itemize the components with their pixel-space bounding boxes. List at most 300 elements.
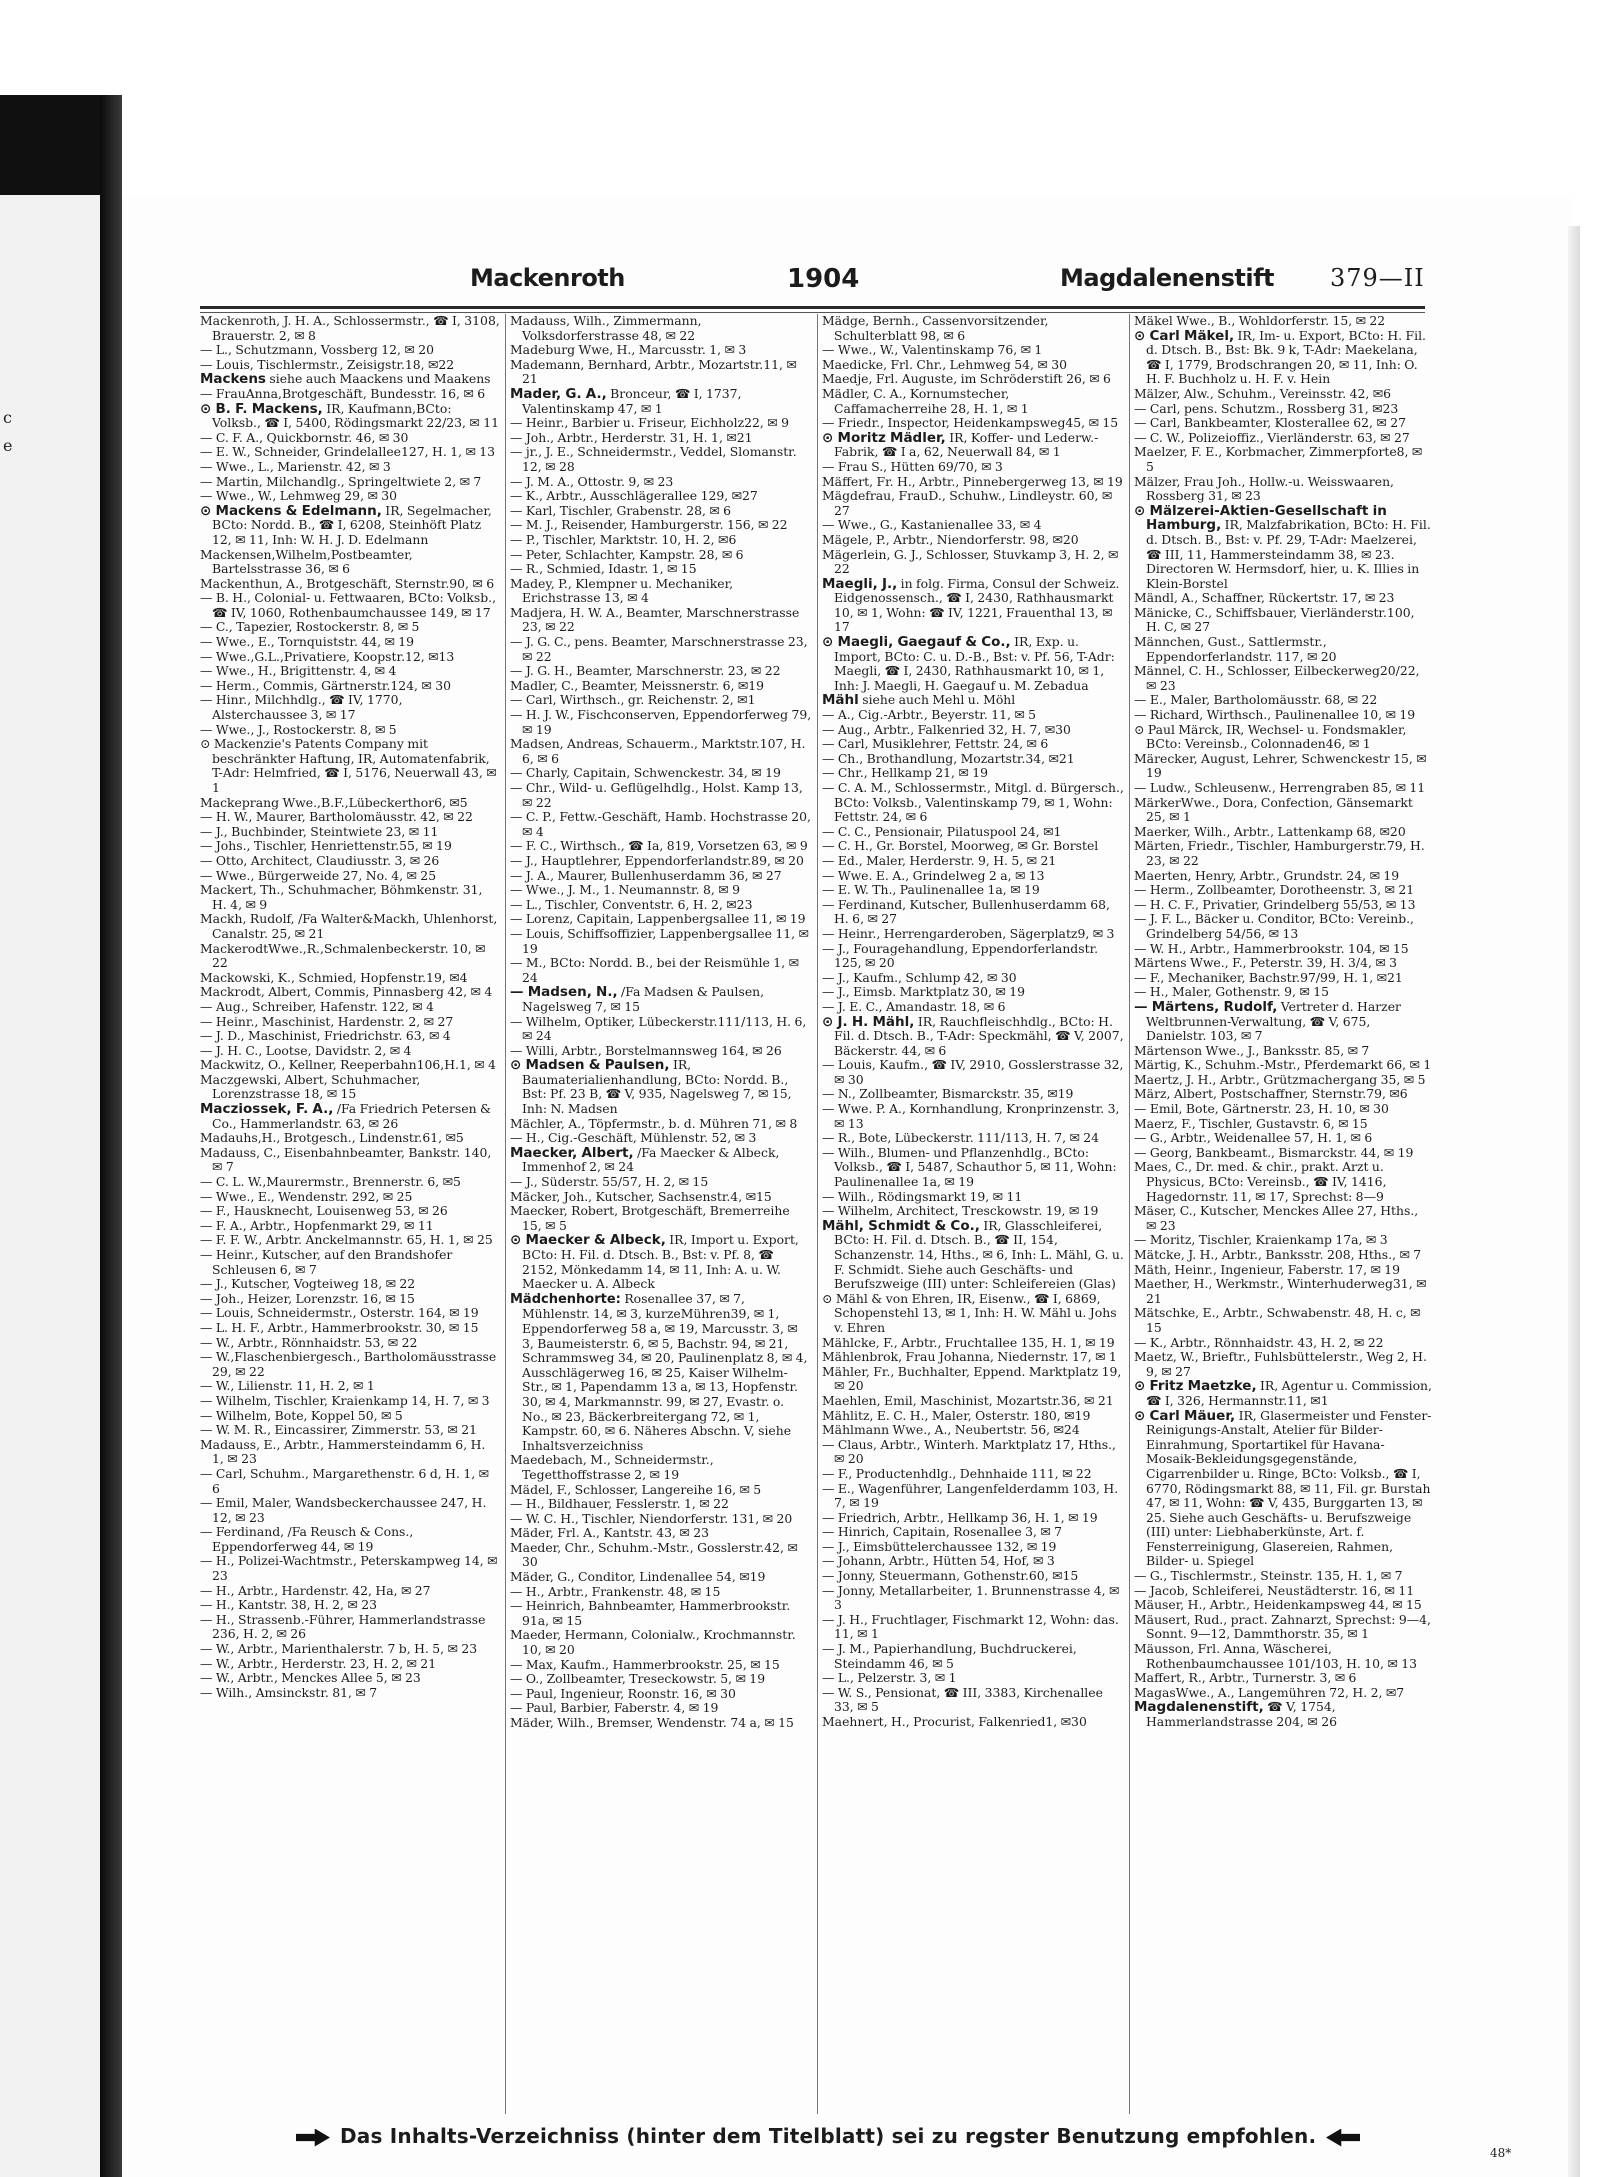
directory-entry: — J. H. C., Lootse, Davidstr. 2, ✉ 4 <box>200 1042 412 1058</box>
directory-entry: — F. C., Wirthsch., ☎ Ia, 819, Vorsetzen 63, ✉ 9 <box>510 838 808 854</box>
directory-entry: Maether, H., Werkmstr., Winterhuderweg31, ✉ 21 <box>1134 1276 1427 1306</box>
directory-entry: — FrauAnna,Brotgeschäft, Bundesstr. 16, ✉ 6 <box>200 385 486 401</box>
directory-entry: — jr., J. E., Schneidermstr., Veddel, Slomanstr. 12, ✉ 28 <box>510 444 797 474</box>
directory-entry: — R., Schmied, Idastr. 1, ✉ 15 <box>510 561 697 577</box>
directory-entry: Mäusson, Frl. Anna, Wäscherei, Rothenbaumchaussee 101/103, H. 10, ✉ 13 <box>1134 1641 1417 1671</box>
directory-entry: Mackowski, K., Schmied, Hopfenstr.19, ✉4 <box>200 969 468 985</box>
directory-entry: — Louis, Kaufm., ☎ IV, 2910, Gosslerstrasse 32, ✉ 30 <box>822 1057 1124 1087</box>
directory-entry: Madsen, Andreas, Schauerm., Marktstr.107, H. 6, ✉ 6 <box>510 736 806 766</box>
directory-entry: Mackrodt, Albert, Commis, Pinnasberg 42, ✉ 4 <box>200 984 493 1000</box>
directory-entry: — W. H., Arbtr., Hammerbrookstr. 104, ✉ 15 <box>1134 940 1409 956</box>
directory-entry: — C. H., Gr. Borstel, Moorweg, ✉ Gr. Borstel <box>822 838 1099 854</box>
directory-entry: — H., Arbtr., Frankenstr. 48, ✉ 15 <box>510 1583 721 1599</box>
directory-entry: — Wwe., J., Rostockerstr. 8, ✉ 5 <box>200 721 397 737</box>
directory-entry: Mäder, Wilh., Bremser, Wendenstr. 74 a, ✉ 15 <box>510 1715 794 1730</box>
entry-name-bold: ⊙ Madsen & Paulsen, <box>510 1057 670 1074</box>
directory-entry: — W., Arbtr., Marienthalerstr. 7 b, H. 5, ✉ 23 <box>200 1641 478 1657</box>
directory-entry: Mademann, Bernhard, Arbtr., Mozartstr.11, ✉ 21 <box>510 356 797 387</box>
directory-entry: Maeder, Hermann, Colonialw., Krochmannstr. 10, ✉ 20 <box>510 1627 796 1658</box>
directory-entry: — Carl, pens. Schutzm., Rossberg 31, ✉23 <box>1134 400 1399 416</box>
directory-entry: — Ch., Brothandlung, Mozartstr.34, ✉21 <box>822 750 1075 766</box>
directory-entry <box>1134 1379 1432 1408</box>
directory-entry: Maecker, Robert, Brotgeschäft, Bremerreihe 15, ✉ 5 <box>510 1203 790 1233</box>
directory-entry: — Ed., Maler, Herderstr. 9, H. 5, ✉ 21 <box>822 852 1057 868</box>
directory-entry: — C. L. W.,Maurermstr., Brennerstr. 6, ✉5 <box>200 1174 461 1190</box>
directory-entry: — Joh., Heizer, Lorenzstr. 16, ✉ 15 <box>200 1290 415 1306</box>
directory-entry: — N., Zollbeamter, Bismarckstr. 35, ✉19 <box>822 1086 1074 1102</box>
directory-entry: — Wwe., H., Brigittenstr. 4, ✉ 4 <box>200 663 397 679</box>
page-edge-shade <box>1568 226 1580 2177</box>
directory-entry: — E. W., Schneider, Grindelallee127, H. 1, ✉ 13 <box>200 444 496 460</box>
entry-name-bold: ⊙ Moritz Mädler, <box>822 429 946 446</box>
directory-entry: Mäth, Heinr., Ingenieur, Faberstr. 17, ✉ 19 <box>1134 1261 1401 1277</box>
directory-entry: — C. C., Pensionair, Pilatuspool 24, ✉1 <box>822 823 1062 839</box>
directory-entry: Mackert, Th., Schuhmacher, Böhmkenstr. 31, H. 4, ✉ 9 <box>200 882 483 912</box>
directory-entry: — J., Eimsb. Marktplatz 30, ✉ 19 <box>822 984 1026 1000</box>
directory-entry: — Chr., Hellkamp 21, ✉ 19 <box>822 765 988 781</box>
entry-name-bold: Mader, G. A., <box>510 385 607 402</box>
entry-details: IR, Im- u. Export, BCto: H. Fil. d. Dtsch. B., Bst: Bk. 9 k, T-Adr: Maekelana, ☎ I, 1779, Brodschrangen 20, ✉ 11, Inh: O. H. F. Buchholz u. H. F. v. Hein <box>1146 327 1426 387</box>
directory-entry <box>510 985 812 1014</box>
directory-entry: — L., Schutzmann, Vossberg 12, ✉ 20 <box>200 342 435 358</box>
directory-entry: Maetz, W., Brieftr., Fuhlsbüttelerstr., Weg 2, H. 9, ✉ 27 <box>1134 1349 1427 1379</box>
directory-entry: — Aug., Arbtr., Falkenried 32, H. 7, ✉30 <box>822 721 1071 737</box>
directory-entry: Mändl, A., Schaffner, Rückertstr. 17, ✉ 23 <box>1134 590 1395 606</box>
directory-entry: — H. W., Maurer, Bartholomäusstr. 42, ✉ 22 <box>200 809 473 825</box>
directory-entry <box>822 577 1124 635</box>
directory-entry: — W., Lilienstr. 11, H. 2, ✉ 1 <box>200 1378 375 1394</box>
directory-entry: Maerker, Wilh., Arbtr., Lattenkamp 68, ✉20 <box>1134 823 1406 839</box>
directory-entry: — J., Eimsbüttelerchaussee 132, ✉ 19 <box>822 1538 1057 1554</box>
directory-entry: — L., Tischler, Conventstr. 6, H. 2, ✉23 <box>510 896 753 912</box>
directory-entry: — J. H., Fruchtlager, Fischmarkt 12, Wohn: das. 11, ✉ 1 <box>822 1611 1119 1642</box>
directory-entry: — H., Kantstr. 38, H. 2, ✉ 23 <box>200 1597 378 1613</box>
directory-entry: MagasWwe., A., Langemühren 72, H. 2, ✉7 <box>1134 1684 1405 1700</box>
directory-entry: — C. F. A., Quickbornstr. 46, ✉ 30 <box>200 429 409 445</box>
directory-entry <box>510 1146 812 1175</box>
directory-entry: — W., Arbtr., Menckes Allee 5, ✉ 23 <box>200 1670 421 1686</box>
directory-entry: Mählcke, F., Arbtr., Fruchtallee 135, H. 1, ✉ 19 <box>822 1334 1115 1350</box>
directory-entry: Madler, C., Beamter, Meissnerstr. 6, ✉19 <box>510 677 765 693</box>
directory-entry: — A., Cig.-Arbtr., Beyerstr. 11, ✉ 5 <box>822 707 1037 723</box>
directory-entry: — Friedr., Inspector, Heidenkampsweg45, ✉ 15 <box>822 415 1119 431</box>
directory-entry: Mähler, Fr., Buchhalter, Eppend. Marktplatz 19, ✉ 20 <box>822 1363 1122 1394</box>
directory-entry: — J., Süderstr. 55/57, H. 2, ✉ 15 <box>510 1174 709 1190</box>
directory-entry: — F., Productenhdlg., Dehnhaide 111, ✉ 22 <box>822 1465 1092 1481</box>
directory-entry: Maehlen, Emil, Maschinist, Mozartstr.36, ✉ 21 <box>822 1392 1114 1408</box>
directory-entry <box>1134 1700 1432 1729</box>
directory-entry: — R., Bote, Lübeckerstr. 111/113, H. 7, ✉ 24 <box>822 1130 1100 1146</box>
directory-entry: — W. S., Pensionat, ☎ III, 3383, Kirchenallee 33, ✉ 5 <box>822 1684 1103 1715</box>
header-rule-thin <box>200 312 1425 313</box>
entry-details: IR, Segelmacher, BCto: Nordd. B., ☎ I, 6208, Steinhöft Platz 12, ✉ 11, Inh: W. H. J. D. Edelmann <box>212 502 492 547</box>
directory-entry <box>822 431 1124 460</box>
directory-entry: — Chr., Wild- u. Geflügelhdlg., Holst. Kamp 13, ✉ 22 <box>510 780 803 810</box>
entry-details: /Fa Madsen & Paulsen, Nagelsweg 7, ✉ 15 <box>522 984 765 1014</box>
book-gutter <box>100 95 122 2177</box>
directory-entry: — J. A., Maurer, Bullenhuserdamm 36, ✉ 27 <box>510 867 782 883</box>
directory-entry: — Emil, Bote, Gärtnerstr. 23, H. 10, ✉ 30 <box>1134 1101 1389 1117</box>
directory-entry: — Wwe., Bürgerweide 27, No. 4, ✉ 25 <box>200 867 437 883</box>
entry-name-bold: Maecker, Albert, <box>510 1144 634 1161</box>
directory-entry: — Willi, Arbtr., Borstelmannsweg 164, ✉ 26 <box>510 1042 782 1058</box>
directory-entry: Mägele, P., Arbtr., Niendorferstr. 98, ✉20 <box>822 531 1079 547</box>
directory-entry: Mackenthun, A., Brotgeschäft, Sternstr.90, ✉ 6 <box>200 575 495 591</box>
directory-entry: — Wwe., E., Tornquiststr. 44, ✉ 19 <box>200 634 415 650</box>
entry-details: ☎ V, 1754, Hammerlandstrasse 204, ✉ 26 <box>1146 1699 1337 1729</box>
directory-entry: — H., Strassenb.-Führer, Hammerlandstrasse 236, H. 2, ✉ 26 <box>200 1611 486 1642</box>
directory-entry: ⊙ Paul Märck, IR, Wechsel- u. Fondsmakler, BCto: Vereinsb., Colonnaden46, ✉ 1 <box>1134 721 1407 752</box>
directory-column-1 <box>200 314 500 2119</box>
directory-entry <box>200 1102 500 1131</box>
directory-entry: Madey, P., Klempner u. Mechaniker, Erichstrasse 13, ✉ 4 <box>510 575 734 606</box>
directory-entry: — H. J. W., Fischconserven, Eppendorferweg 79, ✉ 19 <box>510 707 812 737</box>
directory-entry: Mackwitz, O., Kellner, Reeperbahn106,H.1, ✉ 4 <box>200 1057 496 1073</box>
directory-entry: — Jacob, Schleiferei, Neustädterstr. 16, ✉ 11 <box>1134 1582 1415 1598</box>
directory-entry: — Wilhelm, Tischler, Kraienkamp 14, H. 7, ✉ 3 <box>200 1392 490 1408</box>
entry-details: IR, Koffer- und Lederw.-Fabrik, ☎ I a, 62, Neuerwall 84, ✉ 1 <box>834 429 1099 460</box>
directory-entry: Mäder, G., Conditor, Lindenallee 54, ✉19 <box>510 1569 766 1585</box>
entry-name-bold: ⊙ Carl Mäkel, <box>1134 327 1235 344</box>
directory-entry: — Paul, Barbier, Faberstr. 4, ✉ 19 <box>510 1700 719 1716</box>
directory-entry <box>1134 329 1432 387</box>
directory-entry: MackerodtWwe.,R.,Schmalenbeckerstr. 10, ✉ 22 <box>200 940 486 971</box>
entry-details: IR, Kaufmann,BCto: Volksb., ☎ I, 5400, Rödingsmarkt 22/23, ✉ 11 <box>212 400 500 431</box>
directory-entry: — H., Cig.-Geschäft, Mühlenstr. 52, ✉ 3 <box>510 1130 757 1146</box>
page-number: 379—II <box>1330 264 1425 292</box>
directory-entry <box>822 1015 1124 1059</box>
directory-entry <box>1134 1000 1432 1044</box>
directory-entry: — F. F. W., Arbtr. Anckelmannstr. 65, H. 1, ✉ 25 <box>200 1232 493 1248</box>
entry-details: /Fa Friedrich Petersen & Co., Hammerlandstr. 63, ✉ 26 <box>212 1101 492 1131</box>
directory-entry: — Heinrich, Bahnbeamter, Hammerbrookstr. 91a, ✉ 15 <box>510 1598 791 1628</box>
directory-entry: Maffert, R., Arbtr., Turnerstr. 3, ✉ 6 <box>1134 1670 1357 1686</box>
entry-name-bold: Mähl, Schmidt & Co., <box>822 1217 980 1234</box>
directory-entry: — J., Kaufm., Schlump 42, ✉ 30 <box>822 969 1017 985</box>
directory-entry: — H. C. F., Privatier, Grindelberg 55/53, ✉ 13 <box>1134 896 1416 912</box>
directory-entry: — Moritz, Tischler, Kraienkamp 17a, ✉ 3 <box>1134 1232 1388 1248</box>
directory-entry: Maedje, Frl. Auguste, im Schröderstift 26, ✉ 6 <box>822 371 1111 387</box>
footer-text: Das Inhalts-Verzeichniss (hinter dem Titelblatt) sei zu regster Benutzung empfohlen. <box>340 2124 1317 2148</box>
directory-entry: — J., Buchbinder, Steintwiete 23, ✉ 11 <box>200 823 439 839</box>
directory-entry: — Johann, Arbtr., Hütten 54, Hof, ✉ 3 <box>822 1553 1055 1569</box>
directory-entry: — Otto, Architect, Claudiusstr. 3, ✉ 26 <box>200 852 440 868</box>
directory-entry: — J., Fouragehandlung, Eppendorferlandstr. 125, ✉ 20 <box>822 940 1099 971</box>
directory-entry: Mälzer, Frau Joh., Hollw.-u. Weisswaaren, Rossberg 31, ✉ 23 <box>1134 473 1394 504</box>
directory-entry: — H., Bildhauer, Fesslerstr. 1, ✉ 22 <box>510 1496 729 1512</box>
directory-entry: Maedicke, Frl. Chr., Lehmweg 54, ✉ 30 <box>822 356 1067 372</box>
directory-entry: — P., Tischler, Marktstr. 10, H. 2, ✉6 <box>510 531 737 547</box>
directory-entry: — Carl, Schuhm., Margarethenstr. 6 d, H. 1, ✉ 6 <box>200 1465 489 1496</box>
directory-entry: — W.,Flaschenbiergesch., Bartholomäusstrasse 29, ✉ 22 <box>200 1349 497 1379</box>
directory-entry: Mächler, A., Töpfermstr., b. d. Mühren 71, ✉ 8 <box>510 1115 798 1131</box>
directory-entry: — Carl, Musiklehrer, Fettstr. 24, ✉ 6 <box>822 736 1049 752</box>
directory-entry: — C. P., Fettw.-Geschäft, Hamb. Hochstrasse 20, ✉ 4 <box>510 809 811 839</box>
directory-entry: Maeder, Chr., Schuhm.-Mstr., Gosslerstr.42, ✉ 30 <box>510 1539 798 1570</box>
directory-entry <box>510 1233 812 1291</box>
directory-entry: — Hinr., Milchhdlg., ☎ IV, 1770, Alsterchaussee 3, ✉ 17 <box>200 692 403 723</box>
directory-entry: — Louis, Tischlermstr., Zeisigstr.18, ✉22 <box>200 356 455 372</box>
directory-entry: — Louis, Schiffsoffizier, Lappenbergsallee 11, ✉ 19 <box>510 925 809 956</box>
directory-entry: Mäser, C., Kutscher, Menckes Allee 27, Hths., ✉ 23 <box>1134 1203 1419 1233</box>
entry-name-bold: — Märtens, Rudolf, <box>1134 998 1278 1015</box>
directory-entry <box>822 635 1124 693</box>
directory-entry: — W., Arbtr., Rönnhaidstr. 53, ✉ 22 <box>200 1334 418 1350</box>
directory-entry: — Wwe., E., Wendenstr. 292, ✉ 25 <box>200 1188 413 1204</box>
header-rule <box>200 306 1425 309</box>
directory-entry: Mählitz, E. C. H., Maler, Osterstr. 180, ✉19 <box>822 1407 1091 1423</box>
entry-details: siehe auch Maackens und Maakens <box>265 371 491 387</box>
directory-entry: Männel, C. H., Schlosser, Eilbeckerweg20/22, ✉ 23 <box>1134 663 1420 693</box>
header-first-entry: Mackenroth <box>470 264 625 292</box>
directory-entry: Mählmann Wwe., A., Neubertstr. 56, ✉24 <box>822 1422 1080 1438</box>
entry-details: in folg. Firma, Consul der Schweiz. Eidgenossensch., ☎ I, 2430, Rathhausmarkt 10, ✉ 1, Wohn: ☎ IV, 1221, Frauenthal 13, ✉ 17 <box>834 575 1120 635</box>
directory-entry: März, Albert, Postschaffner, Sternstr.79, ✉6 <box>1134 1086 1408 1102</box>
column-divider <box>505 314 506 2114</box>
directory-entry: — H., Maler, Gothenstr. 9, ✉ 15 <box>1134 984 1330 1000</box>
directory-entry: — Wwe.,G.L.,Privatiere, Koopstr.12, ✉13 <box>200 648 455 664</box>
directory-entry: — C. A. M., Schlossermstr., Mitgl. d. Bürgersch., BCto: Volksb., Valentinskamp 79, ✉ 1, Wohn: Fettstr. 24, ✉ 6 <box>822 780 1124 825</box>
pointing-hand-icon <box>296 2129 330 2147</box>
directory-entry: — Friedrich, Arbtr., Hellkamp 36, H. 1, ✉ 19 <box>822 1509 1098 1525</box>
entry-name-bold: Maegli, J., <box>822 575 898 592</box>
directory-entry: — Wwe., G., Kastanienallee 33, ✉ 4 <box>822 517 1042 533</box>
header-year: 1904 <box>787 264 860 294</box>
directory-entry: — L. H. F., Arbtr., Hammerbrookstr. 30, ✉ 15 <box>200 1319 479 1335</box>
entry-name-bold: ⊙ Mälzerei-Aktien-Gesellschaft in Hamburg, <box>1134 502 1387 534</box>
entry-details: IR, Agentur u. Commission, ☎ I, 326, Hermannstr.11, ✉1 <box>1146 1378 1432 1408</box>
directory-entry: Maerten, Henry, Arbtr., Grundstr. 24, ✉ 19 <box>1134 867 1400 883</box>
directory-entry: — F., Mechaniker, Bachstr.97/99, H. 1, ✉21 <box>1134 969 1403 985</box>
directory-entry: Mänicke, C., Schiffsbauer, Vierländerstr.100, H. C, ✉ 27 <box>1134 604 1415 635</box>
entry-details: IR, Rauchfleischhdlg., BCto: H. Fil. d. Dtsch. B., T-Adr: Speckmähl, ☎ V, 2007, Bäckerstr. 44, ✉ 6 <box>834 1013 1124 1058</box>
directory-entry: Mäcker, Joh., Kutscher, Sachsenstr.4, ✉15 <box>510 1188 772 1204</box>
entry-name-bold: Mackens <box>200 371 266 388</box>
pointing-hand-icon <box>1326 2129 1360 2147</box>
directory-entry: — Emil, Maler, Wandsbeckerchaussee 247, H. 12, ✉ 23 <box>200 1495 487 1525</box>
previous-page-edge <box>0 95 122 2177</box>
directory-entry: — J. D., Maschinist, Friedrichstr. 63, ✉ 4 <box>200 1028 451 1044</box>
directory-entry: — Wilh., Amsinckstr. 81, ✉ 7 <box>200 1684 378 1700</box>
directory-entry: Madjera, H. W. A., Beamter, Marschnerstrasse 23, ✉ 22 <box>510 604 800 635</box>
directory-entry: MärkerWwe., Dora, Confection, Gänsemarkt 25, ✉ 1 <box>1134 794 1413 825</box>
directory-entry: — Charly, Capitain, Schwenckestr. 34, ✉ 19 <box>510 765 781 781</box>
entry-details: siehe auch Mehl u. Möhl <box>858 692 1016 708</box>
directory-entry: — Johs., Tischler, Henriettenstr.55, ✉ 19 <box>200 838 452 854</box>
entry-details: Bronceur, ☎ I, 1737, Valentinskamp 47, ✉ 1 <box>522 385 742 416</box>
directory-entry: Mäuser, H., Arbtr., Heidenkampsweg 44, ✉ 15 <box>1134 1597 1422 1613</box>
directory-entry: Mägdefrau, FrauD., Schuhw., Lindleystr. 60, ✉ 27 <box>822 488 1113 518</box>
directory-entry: ⊙ Mähl & von Ehren, IR, Eisenw., ☎ I, 6869, Schopenstehl 13, ✉ 1, Inh: H. W. Mähl u. Johs v. Ehren <box>822 1290 1117 1335</box>
directory-entry: Mätschke, E., Arbtr., Schwabenstr. 48, H. c, ✉ 15 <box>1134 1305 1421 1335</box>
directory-column-4 <box>1134 314 1432 2119</box>
directory-entry: — Wilh., Rödingsmarkt 19, ✉ 11 <box>822 1188 1023 1204</box>
edge-mark: c <box>3 408 12 427</box>
entry-details: IR, Glasschleiferei, BCto: H. Fil. d. Dtsch. B., ☎ II, 154, Schanzenstr. 14, Hths., ✉ 6, Inh: L. Mähl, G. u. F. Schmidt. Siehe auch Geschäfts- und Berufszweige (III) unter: Schleifereien (Glas) <box>834 1217 1124 1292</box>
directory-entry: Mädler, C. A., Kornumstecher, Caffamacherreihe 28, H. 1, ✉ 1 <box>822 385 1029 416</box>
directory-entry: — Wwe. P. A., Kornhandlung, Kronprinzenstr. 3, ✉ 13 <box>822 1101 1120 1131</box>
directory-entry: — J. F. L., Bäcker u. Conditor, BCto: Vereinb., Grindelberg 54/56, ✉ 13 <box>1134 911 1415 941</box>
entry-details: Vertreter d. Harzer Weltbrunnen-Verwaltung, ☎ V, 675, Danielstr. 103, ✉ 7 <box>1146 998 1401 1044</box>
entry-name-bold: ⊙ Fritz Maetzke, <box>1134 1378 1257 1395</box>
entry-name-bold: ⊙ Mackens & Edelmann, <box>200 502 382 519</box>
directory-entry: Madeburg Wwe, H., Marcusstr. 1, ✉ 3 <box>510 342 747 358</box>
directory-entry: — Jonny, Metallarbeiter, 1. Brunnenstrasse 4, ✉ 3 <box>822 1582 1120 1613</box>
directory-entry <box>200 372 500 387</box>
directory-entry <box>822 1219 1124 1292</box>
directory-entry: — Heinr., Herrengarderoben, Sägerplatz9, ✉ 3 <box>822 925 1115 941</box>
entry-name-bold: ⊙ Maegli, Gaegauf & Co., <box>822 634 1011 651</box>
directory-entry: — Claus, Arbtr., Winterh. Marktplatz 17, Hths., ✉ 20 <box>822 1436 1116 1467</box>
directory-entry: Mackeprang Wwe.,B.F.,Lübeckerthor6, ✉5 <box>200 794 468 810</box>
directory-entry <box>1134 504 1432 592</box>
directory-entry: — J. G. C., pens. Beamter, Marschnerstrasse 23, ✉ 22 <box>510 634 808 664</box>
directory-entry: — Georg, Bankbeamt., Bismarckstr. 44, ✉ 19 <box>1134 1144 1414 1160</box>
directory-column-2 <box>510 314 812 2119</box>
entry-name-bold: Macziossek, F. A., <box>200 1101 334 1118</box>
directory-entry: — Herm., Commis, Gärtnerstr.124, ✉ 30 <box>200 677 451 693</box>
directory-entry: — Frau S., Hütten 69/70, ✉ 3 <box>822 458 1003 474</box>
directory-entry: Mäder, Frl. A., Kantstr. 43, ✉ 23 <box>510 1525 710 1541</box>
directory-entry: ⊙ Mackenzie's Patents Company mit beschränkter Haftung, IR, Automatenfabrik, T-Adr: Helmfried, ☎ I, 5176, Neuerwall 43, ✉ 1 <box>200 736 497 795</box>
directory-entry: Madauhs,H., Brotgesch., Lindenstr.61, ✉5 <box>200 1130 464 1146</box>
directory-entry: — Ferdinand, Kutscher, Bullenhuserdamm 68, H. 6, ✉ 27 <box>822 896 1110 927</box>
printer-signature: 48* <box>1490 2146 1512 2160</box>
directory-entry: — Wilhelm, Bote, Koppel 50, ✉ 5 <box>200 1407 403 1423</box>
directory-entry: Madauss, E., Arbtr., Hammersteindamm 6, H. 1, ✉ 23 <box>200 1436 486 1467</box>
directory-entry: — E., Maler, Bartholomäusstr. 68, ✉ 22 <box>1134 692 1378 708</box>
directory-entry: — O., Zollbeamter, Treseckowstr. 5, ✉ 19 <box>510 1671 766 1687</box>
directory-entry: — Ferdinand, /Fa Reusch & Cons., Eppendorferweg 44, ✉ 19 <box>200 1524 414 1554</box>
directory-entry: — Peter, Schlachter, Kampstr. 28, ✉ 6 <box>510 546 744 562</box>
directory-entry: — J. M., Papierhandlung, Buchdruckerei, Steindamm 46, ✉ 5 <box>822 1641 1077 1671</box>
directory-entry: — Hinrich, Capitain, Rosenallee 3, ✉ 7 <box>822 1524 1063 1540</box>
directory-entry: — E., Wagenführer, Langenfelderdamm 103, H. 7, ✉ 19 <box>822 1480 1119 1511</box>
directory-entry: — J. G. H., Beamter, Marschnerstr. 23, ✉ 22 <box>510 663 781 679</box>
entry-details: IR, Glasermeister und Fenster-Reinigungs-Anstalt, Atelier für Bilder-Einrahmung, Sportartikel für Havana-Mosaik-Bekleidungsgegenstände, Cigarrenbilder u. Ringe, BCto: Volksb., ☎ I, 6770, Rödingsmarkt 88, ✉ 11, Fil. gr. Burstah 47, ✉ 11, Wohn: ☎ V, 435, Burggarten 13, ✉ 25. Siehe auch Geschäfts- u. Berufszweige (III) unter: Liebhaberkünste, Art. f. Fensterreinigung, Glasereien, Rahmen, Bilder- u. Spiegel <box>1146 1407 1432 1569</box>
directory-entry: — Wwe. E. A., Grindelweg 2 a, ✉ 13 <box>822 867 1045 883</box>
directory-entry: Maes, C., Dr. med. & chir., prakt. Arzt u. Physicus, BCto: Vereinsb., ☎ IV, 1416, Hagedornstr. 11, ✉ 17, Sprechst: 8—9 <box>1134 1159 1387 1204</box>
entry-name-bold: ⊙ Carl Mäuer, <box>1134 1407 1236 1424</box>
entry-details: Rosenallee 37, ✉ 7, Mühlenstr. 14, ✉ 3, kurzeMühren39, ✉ 1, Eppendorferweg 58 a, ✉ 19, Marcusstr. 3, ✉ 3, Baumeisterstr. 6, ✉ 5, Bachstr. 94, ✉ 21, Schrammsweg 34, ✉ 20, Paulinenplatz 8, ✉ 4, Ausschlägerweg 16, ✉ 25, Kaiser Wilhelm-Str., ✉ 1, Papendamm 13 a, ✉ 13, Hopfenstr. 30, ✉ 4, Markmannstr. 99, ✉ 27, Evastr. o. No., ✉ 23, Bäckerbreitergang 72, ✉ 1, Kampstr. 60, ✉ 6. Näheres Abschn. V, siehe Inhaltsverzeichniss <box>522 1290 808 1453</box>
directory-entry: Madauss, C., Eisenbahnbeamter, Bankstr. 140, ✉ 7 <box>200 1144 492 1175</box>
directory-entry <box>510 1058 812 1116</box>
directory-entry: Maehnert, H., Procurist, Falkenried1, ✉30 <box>822 1714 1087 1729</box>
directory-entry: — W., Arbtr., Herderstr. 23, H. 2, ✉ 21 <box>200 1655 437 1671</box>
directory-entry: — K., Arbtr., Ausschlägerallee 129, ✉27 <box>510 488 758 504</box>
directory-entry: — J. E. C., Amandastr. 18, ✉ 6 <box>822 998 1006 1014</box>
directory-entry: — Heinr., Kutscher, auf den Brandshofer Schleusen 6, ✉ 7 <box>200 1247 453 1277</box>
entry-name-bold: Mädchenhorte: <box>510 1291 621 1307</box>
directory-entry: Maedebach, M., Schneidermstr., Tegetthoffstrasse 2, ✉ 19 <box>510 1452 714 1482</box>
directory-entry: — Louis, Schneidermstr., Osterstr. 164, ✉ 19 <box>200 1305 479 1321</box>
directory-entry: — Jonny, Steuermann, Gothenstr.60, ✉15 <box>822 1568 1079 1584</box>
directory-entry: — M., BCto: Nordd. B., bei der Reismühle 1, ✉ 24 <box>510 955 799 985</box>
directory-entry: — Ludw., Schleusenw., Herrengraben 85, ✉ 11 <box>1134 780 1426 795</box>
directory-entry: — Heinr., Maschinist, Hardenstr. 2, ✉ 27 <box>200 1013 454 1029</box>
directory-entry: — Herm., Zollbeamter, Dorotheenstr. 3, ✉ 21 <box>1134 882 1415 898</box>
directory-entry: Mälzer, Alw., Schuhm., Vereinsstr. 42, ✉6 <box>1134 385 1392 401</box>
directory-entry: — Martin, Milchandlg., Springeltwiete 2, ✉ 7 <box>200 473 482 489</box>
directory-entry: — Aug., Schreiber, Hafenstr. 122, ✉ 4 <box>200 998 434 1014</box>
directory-entry <box>510 1292 812 1454</box>
directory-entry: — J. M. A., Ottostr. 9, ✉ 23 <box>510 473 674 489</box>
directory-entry: Mädge, Bernh., Cassenvorsitzender, Schulterblatt 98, ✉ 6 <box>822 314 1049 343</box>
directory-entry: Märecker, August, Lehrer, Schwenckestr 15, ✉ 19 <box>1134 750 1427 781</box>
column-divider <box>1129 314 1130 2114</box>
directory-entry <box>1134 1409 1432 1570</box>
directory-entry: — Wilh., Blumen- und Pflanzenhdlg., BCto: Volksb., ☎ I, 5487, Schauthor 5, ✉ 11, Wohn: Paulinenallee 1a, ✉ 19 <box>822 1144 1117 1190</box>
directory-entry: Mätcke, J. H., Arbtr., Banksstr. 208, Hths., ✉ 7 <box>1134 1247 1422 1262</box>
directory-entry: — Max, Kaufm., Hammerbrookstr. 25, ✉ 15 <box>510 1656 780 1672</box>
directory-entry: — Wwe., J. M., 1. Neumannstr. 8, ✉ 9 <box>510 882 740 898</box>
directory-entry: — W. C. H., Tischler, Niendorferstr. 131, ✉ 20 <box>510 1510 793 1526</box>
directory-entry <box>510 387 812 416</box>
directory-entry: Madauss, Wilh., Zimmermann, Volksdorferstrasse 48, ✉ 22 <box>510 314 702 343</box>
directory-entry: — B. H., Colonial- u. Fettwaaren, BCto: Volksb., ☎ IV, 1060, Rothenbaumchaussee 149, ✉ 17 <box>200 590 497 620</box>
directory-entry: — K., Arbtr., Rönnhaidstr. 43, H. 2, ✉ 22 <box>1134 1334 1384 1350</box>
entry-details: IR, Baumaterialienhandlung, BCto: Nordd. B., Bst: Pf. 23 B, ☎ V, 935, Nagelsweg 7, ✉ 15, Inh: N. Madsen <box>522 1057 792 1117</box>
directory-entry <box>200 402 500 431</box>
directory-entry: — J., Hauptlehrer, Eppendorferlandstr.89, ✉ 20 <box>510 852 804 868</box>
directory-entry: — W. M. R., Eincassirer, Zimmerstr. 53, ✉ 21 <box>200 1422 478 1438</box>
directory-entry <box>822 693 1124 708</box>
entry-name-bold: — Madsen, N., <box>510 984 618 1001</box>
directory-entry: — Wwe., W., Valentinskamp 76, ✉ 1 <box>822 342 1043 358</box>
directory-entry: Märtig, K., Schuhm.-Mstr., Pferdemarkt 66, ✉ 1 <box>1134 1057 1432 1073</box>
directory-entry: — G., Tischlermstr., Steinstr. 135, H. 1, ✉ 7 <box>1134 1568 1403 1584</box>
directory-entry: Maczgewski, Albert, Schuhmacher, Lorenzstrasse 18, ✉ 15 <box>200 1071 421 1102</box>
directory-entry: Mägerlein, G. J., Schlosser, Stuvkamp 3, H. 2, ✉ 22 <box>822 546 1119 577</box>
entry-details: IR, Malzfabrikation, BCto: H. Fil. d. Dtsch. B., Bst: v. Pf. 29, T-Adr: Maelzerei, ☎ III, 11, Hammersteindamm 38, ✉ 23. Directoren W. Hermsdorf, hier, u. K. Illies in Klein-Borstel <box>1146 517 1431 591</box>
directory-entry: — F., Hausknecht, Louisenweg 53, ✉ 26 <box>200 1203 448 1219</box>
entry-name-bold: Mähl <box>822 692 859 709</box>
entry-name-bold: ⊙ Maecker & Albeck, <box>510 1232 666 1249</box>
directory-entry: Mäusert, Rud., pract. Zahnarzt, Sprechst: 9—4, Sonnt. 9—12, Dammthorstr. 35, ✉ 1 <box>1134 1611 1431 1642</box>
directory-entry: — Wilhelm, Architect, Tresckowstr. 19, ✉ 19 <box>822 1203 1099 1219</box>
directory-entry: — Wwe., W., Lehmweg 29, ✉ 30 <box>200 488 398 504</box>
directory-entry: Märten, Friedr., Tischler, Hamburgerstr.79, H. 23, ✉ 22 <box>1134 838 1425 868</box>
directory-entry: Mäffert, Fr. H., Arbtr., Pinnebergerweg 13, ✉ 19 <box>822 473 1123 489</box>
directory-entry: — C. W., Polizeioffiz., Vierländerstr. 63, ✉ 27 <box>1134 429 1410 445</box>
entry-name-bold: ⊙ B. F. Mackens, <box>200 400 323 417</box>
directory-entry: — L., Pelzerstr. 3, ✉ 1 <box>822 1670 957 1686</box>
entry-details: /Fa Maecker & Albeck, Immenhof 2, ✉ 24 <box>522 1144 780 1175</box>
directory-entry: — E. W. Th., Paulinenallee 1a, ✉ 19 <box>822 882 1040 898</box>
directory-column-3 <box>822 314 1124 2119</box>
directory-entry: Mackensen,Wilhelm,Postbeamter, Bartelsstrasse 36, ✉ 6 <box>200 546 413 577</box>
directory-entry <box>200 504 500 548</box>
directory-entry: — Heinr., Barbier u. Friseur, Eichholz22, ✉ 9 <box>510 415 789 431</box>
directory-entry: — J., Kutscher, Vogteiweg 18, ✉ 22 <box>200 1276 416 1292</box>
entry-details: IR, Exp. u. Import, BCto: C. u. D.-B., Bst: v. Pf. 56, T-Adr: Maegli, ☎ I, 2430, Rathhausmarkt 10, ✉ 1, Inh: J. Maegli, H. Gaegauf u. M. Zebadua <box>834 634 1115 693</box>
entry-name-bold: Magdalenenstift, <box>1134 1699 1264 1716</box>
directory-entry: Mädel, F., Schlosser, Langereihe 16, ✉ 5 <box>510 1481 762 1497</box>
directory-entry: — Richard, Wirthsch., Paulinenallee 10, ✉ 19 <box>1134 707 1416 723</box>
directory-entry: — Carl, Bankbeamter, Klosterallee 62, ✉ 27 <box>1134 415 1407 431</box>
header-last-entry: Magdalenenstift <box>1060 264 1274 292</box>
directory-entry: — Paul, Ingenieur, Roonstr. 16, ✉ 30 <box>510 1685 736 1701</box>
directory-entry: — F. A., Arbtr., Hopfenmarkt 29, ✉ 11 <box>200 1217 434 1233</box>
footer-notice <box>296 2124 1396 2158</box>
directory-entry: Mählenbrok, Frau Johanna, Niedernstr. 17, ✉ 1 <box>822 1349 1117 1365</box>
previous-page-paper <box>0 195 100 2177</box>
directory-entry: Männchen, Gust., Sattlermstr., Eppendorferlandstr. 117, ✉ 20 <box>1134 634 1337 664</box>
directory-entry: — M. J., Reisender, Hamburgerstr. 156, ✉ 22 <box>510 517 788 533</box>
running-header <box>200 264 1425 304</box>
directory-entry: — Wwe., L., Marienstr. 42, ✉ 3 <box>200 458 391 474</box>
entry-name-bold: ⊙ J. H. Mähl, <box>822 1013 915 1030</box>
